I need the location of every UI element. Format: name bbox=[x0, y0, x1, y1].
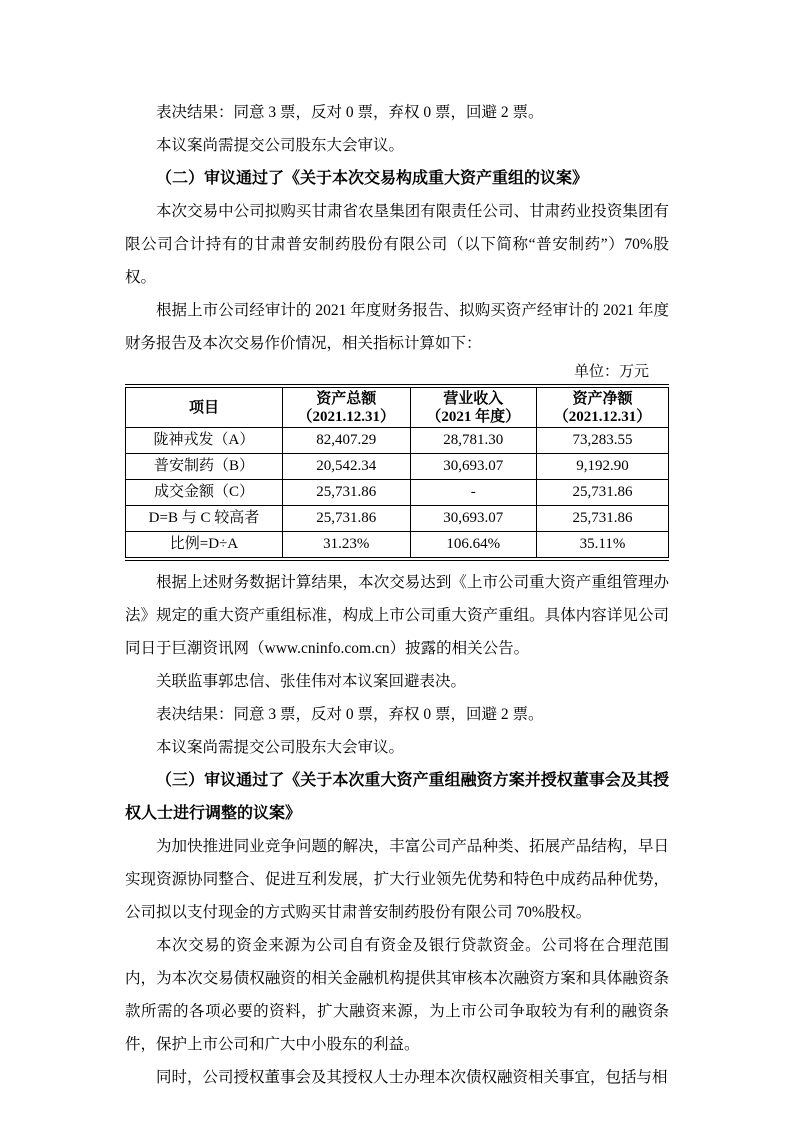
header-label: 项目 bbox=[188, 400, 219, 416]
paragraph-calculation-basis: 根据上市公司经审计的 2021 年度财务报告、拟购买资产经审计的 2021 年度财务报告及本次交易作价情况，相关指标计算如下： bbox=[125, 302, 669, 352]
heading-item-three: （三）审议通过了《关于本次重大资产重组融资方案并授权董事会及其授权人士进行调整的议案》 bbox=[125, 772, 669, 822]
table-cell: 25,731.86 bbox=[282, 506, 410, 532]
header-label: 资产总额 bbox=[316, 391, 377, 407]
table-cell: 30,693.07 bbox=[410, 454, 537, 480]
table-cell: 成交金额（C） bbox=[126, 480, 283, 506]
table-row bbox=[126, 532, 669, 560]
table-row bbox=[126, 454, 669, 480]
heading-item-two: （二）审议通过了《关于本次交易构成重大资产重组的议案》 bbox=[156, 170, 589, 187]
paragraph-funding: 本次交易的资金来源为公司自有资金及银行贷款资金。公司将在合理范围内，为本次交易债权融资的相关金融机构提供其审核本次融资方案和具体融资条款所需的各项必要的资料，扩大融资来源，为上市公司争取较为有利的融资条件，保护上市公司和广大中小股东的利益。 bbox=[125, 937, 669, 1053]
header-cell-item bbox=[126, 386, 283, 428]
table-cell: 28,781.30 bbox=[410, 428, 537, 454]
unit-label: 单位：万元 bbox=[573, 364, 649, 380]
paragraph-acquisition: 本次交易中公司拟购买甘肃省农垦集团有限责任公司、甘肃药业投资集团有限公司合计持有的甘肃普安制药股份有限公司（以下简称“普安制药”）70%股权。 bbox=[125, 203, 669, 286]
table-cell: 31.23% bbox=[282, 532, 410, 560]
table-cell: 陇神戎发（A） bbox=[126, 428, 283, 454]
financial-indicators-table bbox=[125, 384, 669, 561]
table-cell: 30,693.07 bbox=[410, 506, 537, 532]
paragraph-authorization: 同时，公司授权董事会及其授权人士办理本次债权融资相关事宜，包括与相 bbox=[156, 1069, 668, 1086]
header-cell-total-assets bbox=[282, 386, 410, 428]
table-cell: 25,731.86 bbox=[282, 480, 410, 506]
paragraph-vote-result-2: 表决结果：同意 3 票，反对 0 票，弃权 0 票，回避 2 票。 bbox=[156, 706, 544, 723]
header-cell-revenue bbox=[410, 386, 537, 428]
table-row bbox=[126, 480, 669, 506]
header-cell-net-assets bbox=[537, 386, 669, 428]
table-cell: 35.11% bbox=[537, 532, 669, 560]
table-cell: 73,283.55 bbox=[537, 428, 669, 454]
paragraph-purpose: 为加快推进同业竞争问题的解决，丰富公司产品种类、拓展产品结构，早日实现资源协同整合、促进互利发展，扩大行业领先优势和特色中成药品种优势，公司拟以支付现金的方式购买甘肃普安制药股份有限公司 70%股权。 bbox=[125, 838, 669, 921]
table-cell: 25,731.86 bbox=[537, 480, 669, 506]
header-label: 营业收入 bbox=[443, 391, 504, 407]
table-cell: - bbox=[410, 480, 537, 506]
header-sublabel: （2021 年度） bbox=[426, 409, 521, 425]
paragraph-recusal: 关联监事郭忠信、张佳伟对本议案回避表决。 bbox=[156, 673, 467, 690]
table-cell: 9,192.90 bbox=[537, 454, 669, 480]
table-row bbox=[126, 506, 669, 532]
table-row bbox=[126, 428, 669, 454]
paragraph-vote-result-1: 表决结果：同意 3 票，反对 0 票，弃权 0 票，回避 2 票。 bbox=[156, 104, 544, 121]
header-sublabel: （2021.12.31） bbox=[553, 409, 652, 425]
paragraph-submit-agm-2: 本议案尚需提交公司股东大会审议。 bbox=[156, 739, 405, 756]
table-cell: 82,407.29 bbox=[282, 428, 410, 454]
paragraph-conclusion: 根据上述财务数据计算结果，本次交易达到《上市公司重大资产重组管理办法》规定的重大资产重组标准，构成上市公司重大资产重组。具体内容详见公司同日于巨潮资讯网（www.cninfo.com.cn）披露的相关公告。 bbox=[125, 574, 669, 657]
table-cell: 比例=D÷A bbox=[126, 532, 283, 560]
table-cell: 25,731.86 bbox=[537, 506, 669, 532]
table-cell: 普安制药（B） bbox=[126, 454, 283, 480]
header-sublabel: （2021.12.31） bbox=[297, 409, 395, 425]
table-cell: 20,542.34 bbox=[282, 454, 410, 480]
header-label: 资产净额 bbox=[572, 391, 633, 407]
table-cell: D=B 与 C 较高者 bbox=[126, 506, 283, 532]
table-cell: 106.64% bbox=[410, 532, 537, 560]
table-header-row bbox=[126, 386, 669, 428]
paragraph-submit-agm-1: 本议案尚需提交公司股东大会审议。 bbox=[156, 137, 405, 154]
